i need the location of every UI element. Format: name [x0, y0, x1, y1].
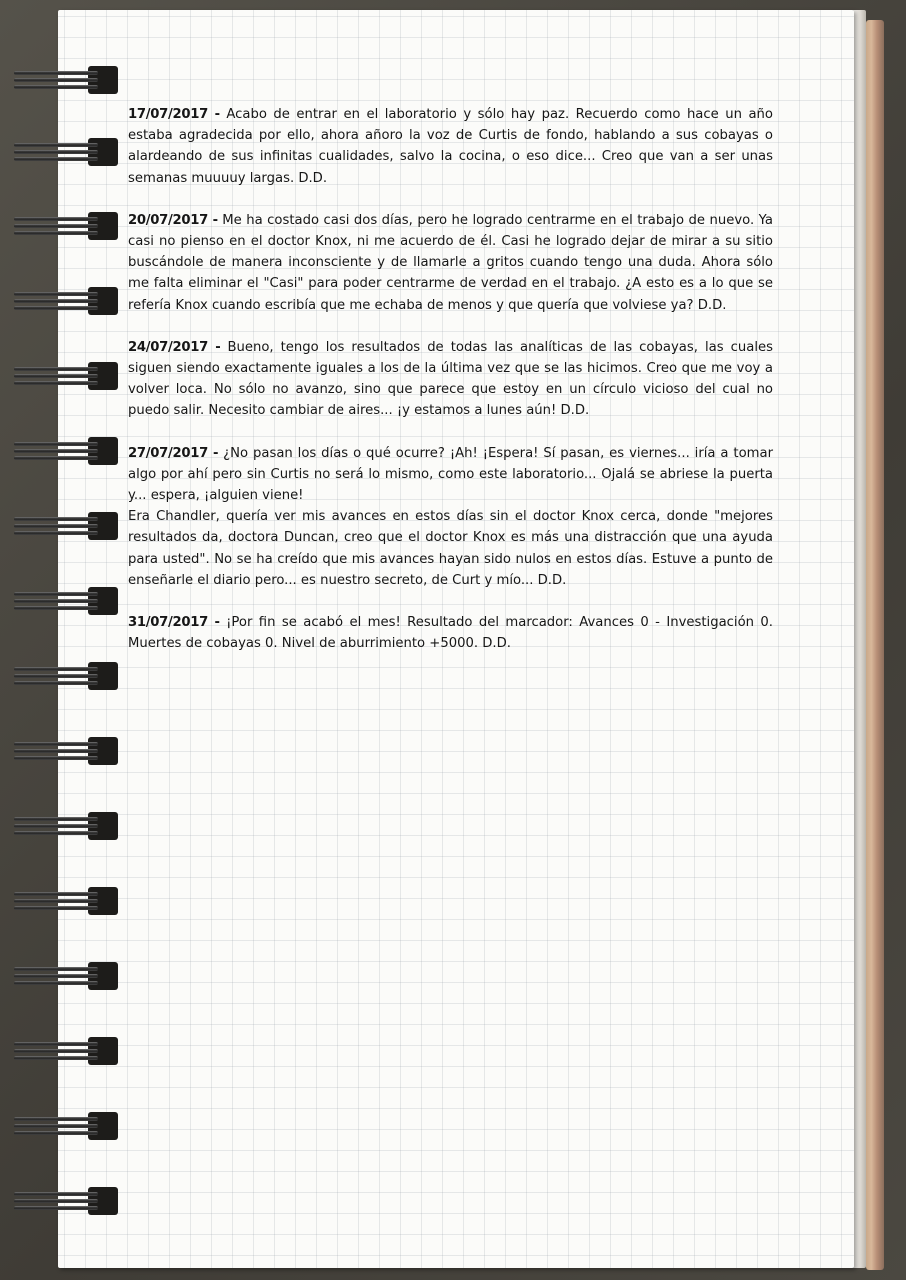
- spiral-ring-icon: [14, 1108, 106, 1144]
- spiral-ring-icon: [14, 883, 106, 919]
- notebook-page-stack: [852, 10, 866, 1268]
- spiral-ring-icon: [14, 958, 106, 994]
- diary-entry: [128, 210, 773, 316]
- entry-paragraph: [128, 612, 773, 654]
- spiral-ring-icon: [14, 808, 106, 844]
- diary-entry: [128, 443, 773, 591]
- spiral-ring-icon: [14, 508, 106, 544]
- entry-date: 27/07/2017 -: [128, 445, 219, 461]
- entry-paragraph: [128, 210, 773, 316]
- spiral-ring-icon: [14, 208, 106, 244]
- diary-entry: [128, 337, 773, 422]
- entry-paragraph: [128, 443, 773, 507]
- entry-paragraph: [128, 506, 773, 591]
- spiral-ring-icon: [14, 358, 106, 394]
- entry-date: 24/07/2017 -: [128, 339, 221, 355]
- entry-date: 20/07/2017 -: [128, 212, 218, 228]
- entry-date: 17/07/2017 -: [128, 107, 220, 122]
- spiral-ring-icon: [14, 733, 106, 769]
- diary-entry: [128, 612, 773, 654]
- entry-text: Me ha costado casi dos días, pero he logrado centrarme en el trabajo de nuevo. Ya casi no pienso en el doctor Knox, ni me acuerdo de él. Casi he logrado dejar de mirar a su sitio buscándole de manera inconsciente y de llamarle a gritos cuando tengo una duda. Ahora sólo me falta eliminar el "Casi" para poder centrarme de verdad en el trabajo. ¿A esto es a lo que se refería Knox cuando escribía que me echaba de menos y que quería que volviese ya? D.D.: [128, 212, 773, 313]
- spiral-ring-icon: [14, 1183, 106, 1219]
- diary-entry: [128, 104, 773, 189]
- entry-text: ¿No pasan los días o qué ocurre? ¡Ah! ¡Espera! Sí pasan, es viernes... iría a tomar algo por ahí pero sin Curtis no será lo mismo, como este laboratorio... Ojalá se abriese la puerta y... espera, ¡alguien viene!: [128, 445, 773, 504]
- notebook-cover-edge: [866, 20, 884, 1270]
- entry-text: ¡Por fin se acabó el mes! Resultado del marcador: Avances 0 - Investigación 0. Muertes de cobayas 0. Nivel de aburrimiento +5000. D.D.: [128, 615, 773, 652]
- entry-text: Era Chandler, quería ver mis avances en estos días sin el doctor Knox cerca, donde "mejores resultados da, doctora Duncan, creo que el doctor Knox es más una distracción que una ayuda para usted". No se ha creído que mis avances hayan sido nulos en estos días. Estuve a punto de enseñarle el diario pero... es nuestro secreto, de Curt y mío... D.D.: [128, 509, 773, 588]
- spiral-ring-icon: [14, 583, 106, 619]
- spiral-ring-icon: [14, 658, 106, 694]
- spiral-ring-icon: [14, 62, 106, 98]
- spiral-ring-icon: [14, 134, 106, 170]
- entry-date: 31/07/2017 -: [128, 615, 220, 631]
- spiral-ring-icon: [14, 1033, 106, 1069]
- entry-text: Bueno, tengo los resultados de todas las analíticas de las cobayas, las cuales siguen siendo exactamente iguales a los de la última vez que se las hicimos. Creo que me voy a volver loca. No sólo no avanzo, sino que parece que estoy en un círculo vicioso del cual no puedo salir. Necesito cambiar de aires... ¡y estamos a lunes aún! D.D.: [128, 339, 773, 419]
- entry-paragraph: [128, 337, 773, 422]
- spiral-ring-icon: [14, 433, 106, 469]
- entry-text: Acabo de entrar en el laboratorio y sólo hay paz. Recuerdo como hace un año estaba agradecida por ello, ahora añoro la voz de Curtis de fondo, hablando a sus cobayas o alardeando de sus infinitas cualidades, salvo la cocina, o eso dice... Creo que van a ser unas semanas muuuuy largas. D.D.: [128, 107, 773, 186]
- spiral-binding: [0, 0, 110, 1280]
- entry-paragraph: [128, 104, 773, 189]
- diary-content: [128, 104, 773, 675]
- spiral-ring-icon: [14, 283, 106, 319]
